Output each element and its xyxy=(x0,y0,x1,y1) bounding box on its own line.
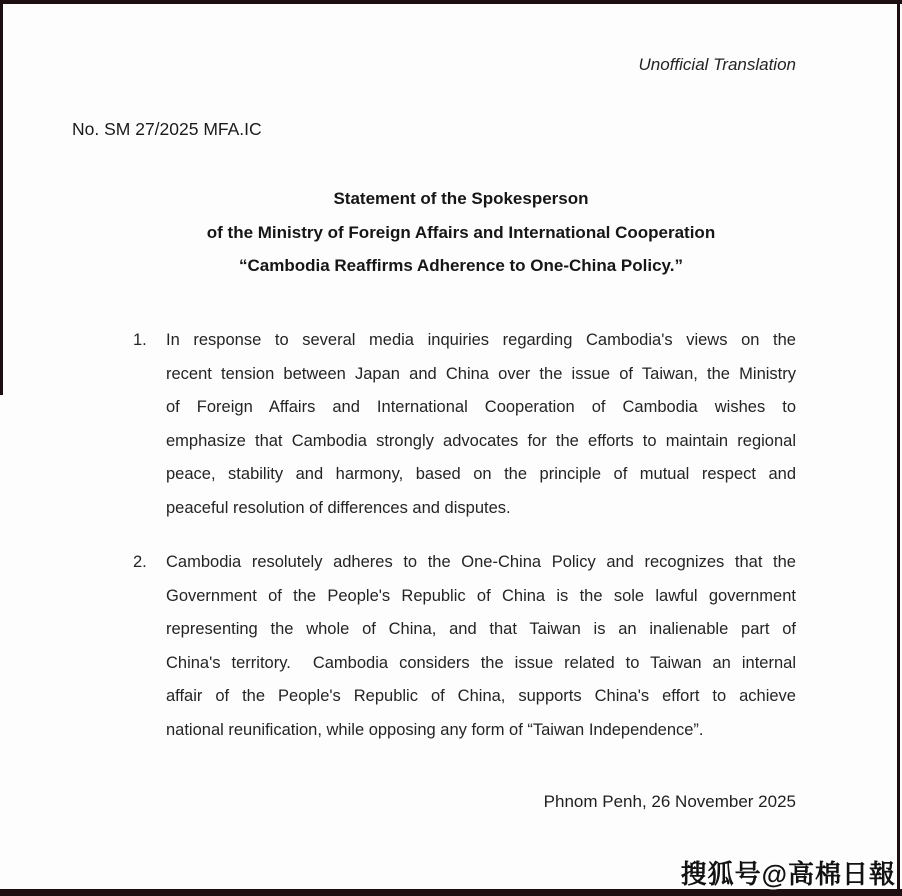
paragraph-line: Cambodia resolutely adheres to the One-China Policy and recognizes that the xyxy=(166,553,796,571)
paragraph-line: Government of the People's Republic of China is the sole lawful government xyxy=(166,586,796,605)
paragraph-line: emphasize that Cambodia strongly advocates for the efforts to maintain regional xyxy=(166,431,796,450)
paragraph-line: of Foreign Affairs and International Cooperation of Cambodia wishes to xyxy=(166,398,796,417)
paragraph-line: affair of the People's Republic of China, supports China's effort to achieve xyxy=(166,687,796,706)
page-edge-right xyxy=(897,0,900,896)
paragraph-2 xyxy=(133,546,796,748)
reference-number: No. SM 27/2025 MFA.IC xyxy=(72,119,262,139)
page-edge-top xyxy=(0,0,902,4)
paragraph-line: national reunification, while opposing any form of “Taiwan Independence”. xyxy=(166,720,704,739)
paragraph-line: representing the whole of China, and that Taiwan is an inalienable part of xyxy=(166,620,796,639)
title-line-2: of the Ministry of Foreign Affairs and International Cooperation xyxy=(206,222,716,242)
statement-title xyxy=(91,182,831,283)
paragraph-line: In response to several media inquiries regarding Cambodia's views on the xyxy=(166,331,796,349)
dateline: Phnom Penh, 26 November 2025 xyxy=(543,792,796,811)
sohu-watermark: 搜狐号@高棉日報 xyxy=(680,859,896,889)
paragraph-1-lines xyxy=(166,324,796,526)
paragraph-2-number: 2. xyxy=(133,553,147,571)
title-line-1: Statement of the Spokesperson xyxy=(333,189,589,208)
paragraph-line: recent tension between Japan and China over the issue of Taiwan, the Ministry xyxy=(166,364,796,383)
paragraph-line: China's territory. Cambodia considers the issue related to Taiwan an internal xyxy=(166,653,796,672)
paragraph-2-lines xyxy=(166,546,796,748)
page-edge-left xyxy=(0,0,3,395)
title-line-3: “Cambodia Reaffirms Adherence to One-China Policy.” xyxy=(239,256,683,275)
paragraph-line: peaceful resolution of differences and disputes. xyxy=(166,498,511,517)
paragraph-line: peace, stability and harmony, based on the principle of mutual respect and xyxy=(166,465,796,484)
unofficial-translation-label: Unofficial Translation xyxy=(638,55,796,74)
paragraph-1-number: 1. xyxy=(133,331,147,349)
paragraph-1 xyxy=(133,324,796,526)
